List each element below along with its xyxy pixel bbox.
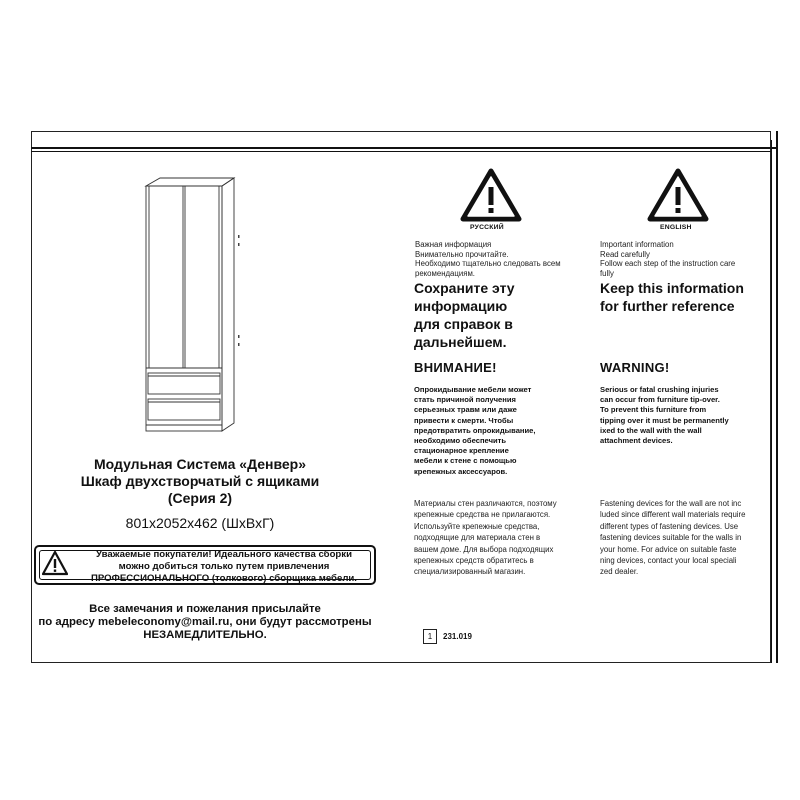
notice-text [76, 549, 372, 585]
russian-info-line: Внимательно прочитайте. [415, 249, 509, 259]
english-warning-line: ixed to the wall with the wall [600, 425, 702, 435]
contact-line3: НЕЗАМЕДЛИТЕЛЬНО. [143, 629, 267, 641]
contact-info [30, 603, 380, 642]
russian-warning-line: стационарное крепление [414, 446, 509, 456]
russian-warning-line: Опрокидывание мебели может [414, 385, 532, 394]
russian-keep-info [414, 279, 594, 351]
russian-fastening-text [414, 498, 594, 578]
russian-fastening-line: крепежные средства не прилагаются. [414, 510, 551, 520]
wardrobe-illustration [130, 175, 250, 437]
russian-keep-line: для справок в [414, 316, 513, 332]
product-dimensions: 801x2052x462 (ШхВхГ) [125, 515, 275, 531]
assembly-notice [34, 545, 376, 585]
english-info-line: Read carefully [600, 249, 650, 259]
russian-warning-line: привести к смерти. Чтобы [414, 415, 514, 425]
product-title-line1: Модульная Система «Денвер» [93, 456, 307, 472]
russian-keep-line: информацию [414, 298, 508, 314]
english-keep-line: for further reference [600, 298, 735, 314]
english-warning-line: tipping over it must be permanently [600, 415, 729, 425]
english-fastening-line: ning devices, contact your local speciali [600, 556, 737, 566]
russian-keep-line: Сохраните эту [414, 280, 515, 296]
notice-line2: можно добиться только путем привлечения [118, 561, 330, 572]
russian-label: РУССКИЙ [470, 224, 504, 231]
english-info [600, 240, 765, 278]
russian-warning-line: мебели к стене с помощью [414, 456, 517, 466]
english-fastening-line: your home. For advice on suitable faste [600, 544, 737, 554]
product-title-line2: Шкаф двухстворчатый с ящиками [80, 473, 320, 489]
russian-info-line: рекомендациям. [415, 268, 475, 278]
russian-warning-line: серьезных травм или даже [414, 405, 517, 415]
notice-line3: ПРОФЕССИОНАЛЬНОГО (толкового) сборщика мебели. [91, 573, 357, 584]
page-number: 1 [423, 629, 437, 644]
warning-triangle-icon [646, 167, 710, 223]
russian-warning-title: ВНИМАНИЕ! [414, 360, 497, 375]
russian-info-line: Необходимо тщательно следовать всем [415, 259, 561, 268]
warning-triangle-icon [459, 167, 523, 223]
english-warning-text [600, 385, 768, 446]
russian-warning-text [414, 385, 594, 477]
russian-info-line: Важная информация [415, 240, 492, 249]
product-title [40, 456, 360, 507]
russian-fastening-line: подходящие для материала стен в [414, 533, 541, 543]
russian-warning-line: предотвратить опрокидывание, [414, 425, 536, 435]
contact-line2: по адресу mebeleconomy@mail.ru, они будут рассмотрены [38, 616, 372, 628]
english-fastening-line: luded since different wall materials require [600, 510, 746, 520]
warning-triangle-icon [42, 550, 68, 576]
right-rule-inner [771, 140, 772, 663]
russian-warning-line: стать причиной получения [414, 395, 516, 405]
russian-fastening-line: Материалы стен различаются, поэтому [414, 499, 557, 508]
russian-warning-line: крепежных аксессуаров. [414, 466, 508, 476]
english-info-line: fully [600, 268, 614, 278]
russian-warning-line: необходимо обеспечить [414, 436, 507, 446]
english-fastening-text [600, 498, 768, 578]
english-warning-line: attachment devices. [600, 436, 673, 446]
english-label: ENGLISH [660, 224, 692, 231]
russian-fastening-line: вашем доме. Для выбора подходящих [414, 544, 554, 554]
top-rule-outer [31, 147, 778, 149]
russian-info [415, 240, 595, 278]
notice-line1: Уважаемые покупатели! Идеального качества сборки [95, 549, 352, 560]
english-info-line: Important information [600, 240, 674, 249]
english-warning-line: Serious or fatal crushing injuries [600, 385, 719, 394]
english-warning-line: To prevent this furniture from [600, 405, 707, 415]
english-fastening-line: different types of fastening devices. Use [600, 521, 739, 531]
english-fastening-line: Fastening devices for the wall are not inc [600, 499, 742, 508]
english-keep-info [600, 279, 770, 315]
document-code: 231.019 [443, 632, 472, 641]
russian-keep-line: дальнейшем. [414, 334, 507, 350]
contact-line1: Все замечания и пожелания присылайте [89, 603, 321, 615]
russian-fastening-line: специализированный магазин. [414, 567, 526, 577]
english-warning-line: can occur from furniture tip-over. [600, 395, 720, 405]
english-info-line: Follow each step of the instruction care [600, 259, 736, 268]
english-fastening-line: zed dealer. [600, 567, 639, 577]
english-keep-line: Keep this information [600, 280, 744, 296]
russian-fastening-line: крепежных средств обратитесь в [414, 556, 534, 566]
top-rule-inner [31, 151, 771, 152]
english-fastening-line: fastening devices suitable for the walls in [600, 533, 742, 543]
right-rule-outer [776, 131, 778, 663]
english-warning-title: WARNING! [600, 360, 670, 375]
product-title-line3: (Серия 2) [167, 490, 233, 506]
russian-fastening-line: Используйте крепежные средства, [414, 521, 540, 531]
